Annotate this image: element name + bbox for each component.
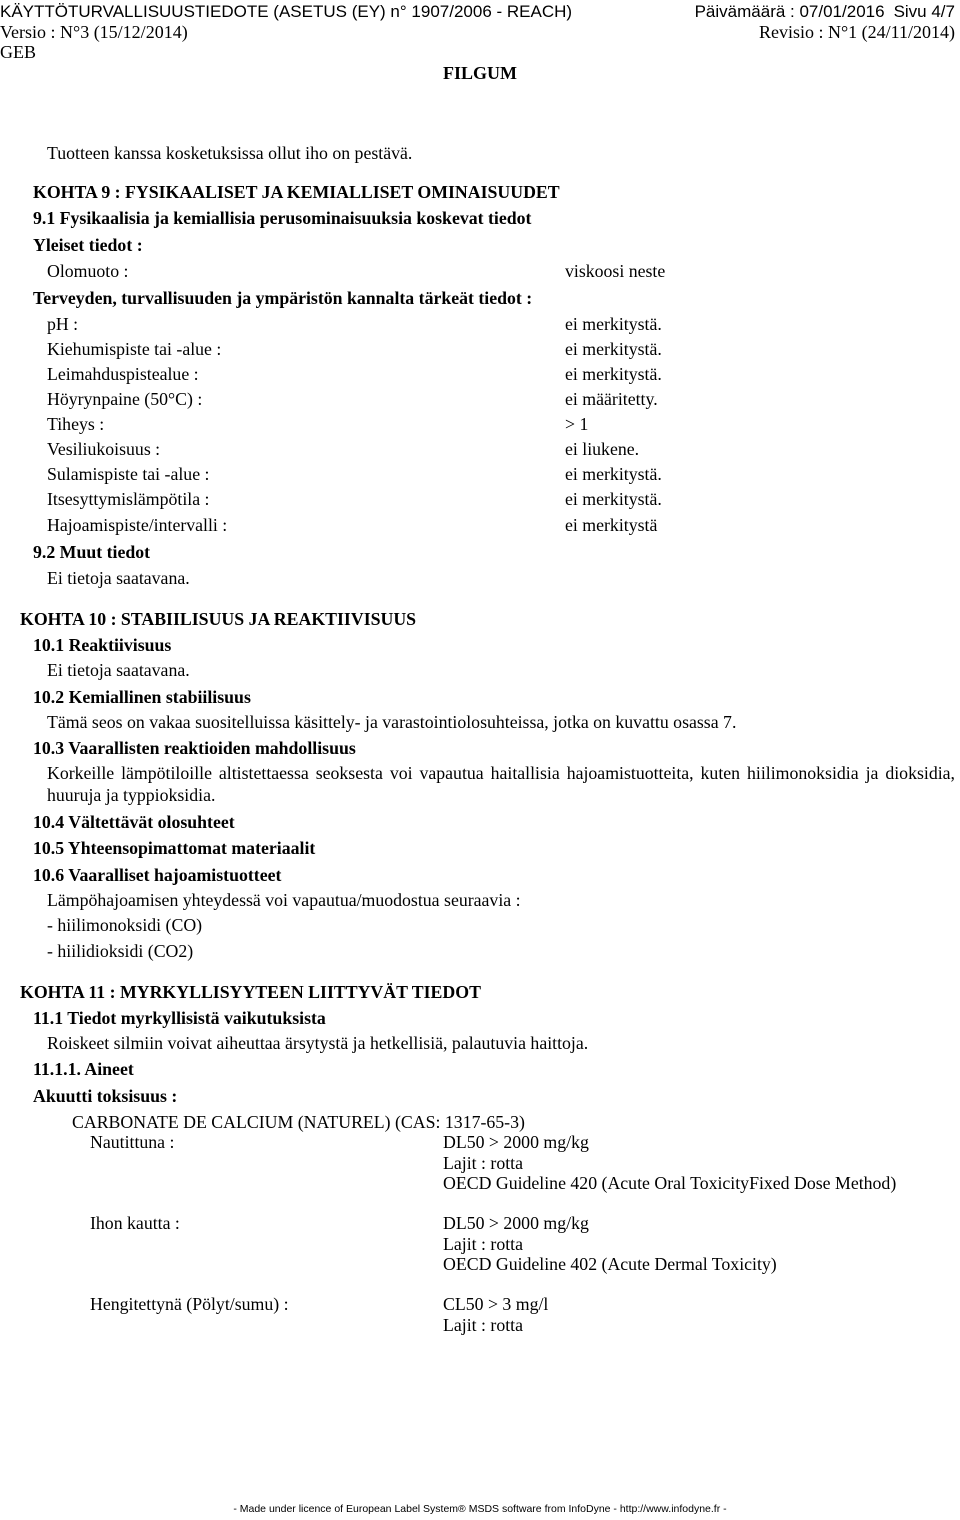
property-label: Vesiliukoisuus : [47, 439, 161, 459]
subsection-heading: 9.1 Fysikaalisia ja kemiallisia perusominaisuuksia koskevat tiedot [33, 208, 532, 228]
property-value: ei merkitystä. [565, 339, 662, 359]
property-label: Leimahduspistealue : [47, 364, 199, 384]
subsection-heading: 10.2 Kemiallinen stabiilisuus [33, 687, 251, 707]
page-number: Sivu 4/7 [893, 2, 955, 21]
property-label: Sulamispiste tai -alue : [47, 464, 210, 484]
section-heading: KOHTA 11 : MYRKYLLISYYTEEN LIITTYVÄT TIEDOT [20, 982, 481, 1002]
subsection-heading: 11.1 Tiedot myrkyllisistä vaikutuksista [33, 1008, 326, 1028]
toxicity-species: Lajit : rotta [443, 1234, 523, 1254]
property-value: ei merkitystä [565, 515, 658, 535]
property-label: Kiehumispiste tai -alue : [47, 339, 222, 359]
toxicity-value: DL50 > 2000 mg/kg [443, 1132, 589, 1152]
date-page-info [695, 2, 955, 22]
toxicity-value: CL50 > 3 mg/l [443, 1294, 549, 1314]
issue-date: Päivämäärä : 07/01/2016 [694, 2, 885, 21]
document-title: KÄYTTÖTURVALLISUUSTIEDOTE (ASETUS (EY) n° 1907/2006 - REACH) [0, 2, 573, 21]
version-info: Versio : N°3 (15/12/2014) [0, 22, 188, 42]
subsection-text: Ei tietoja saatavana. [47, 568, 190, 588]
page-footer: - Made under licence of European Label System® MSDS software from InfoDyne - http://www.infodyne.fr - [233, 1503, 727, 1515]
toxicity-species: Lajit : rotta [443, 1153, 523, 1173]
property-label: Höyrynpaine (50°C) : [47, 389, 203, 409]
exposure-route-label: Ihon kautta : [90, 1213, 180, 1233]
carryover-text: Tuotteen kanssa kosketuksissa ollut iho on pestävä. [47, 143, 413, 163]
section-heading: KOHTA 9 : FYSIKAALISET JA KEMIALLISET OMINAISUUDET [33, 182, 560, 202]
list-item: - hiilidioksidi (CO2) [47, 941, 194, 961]
subsection-text: Korkeille lämpötiloille altistettaessa seoksesta voi vapautua haitallisia hajoamistuotteita, kuten hiilimonoksidia ja dioksidia, huuruja ja typpioksidia. [47, 763, 955, 805]
toxicity-value: DL50 > 2000 mg/kg [443, 1213, 589, 1233]
property-value: ei liukene. [565, 439, 640, 459]
substance-name: CARBONATE DE CALCIUM (NATUREL) (CAS: 1317-65-3) [72, 1112, 525, 1132]
property-value: ei merkitystä. [565, 364, 662, 384]
exposure-route-label: Nautittuna : [90, 1132, 175, 1152]
property-label: Tiheys : [47, 414, 105, 434]
toxicity-method: OECD Guideline 420 (Acute Oral ToxicityFixed Dose Method) [443, 1173, 897, 1193]
subsection-heading: 10.5 Yhteensopimattomat materiaalit [33, 838, 316, 858]
revision-info: Revisio : N°1 (24/11/2014) [758, 22, 955, 42]
property-label: Itsesyttymislämpötila : [47, 489, 210, 509]
subsection-text: Ei tietoja saatavana. [47, 660, 190, 680]
property-label: pH : [47, 314, 79, 334]
property-label: Hajoamispiste/intervalli : [47, 515, 228, 535]
important-info-heading: Terveyden, turvallisuuden ja ympäristön kannalta tärkeät tiedot : [33, 288, 533, 308]
property-label: Olomuoto : [47, 261, 129, 281]
acute-toxicity-heading: Akuutti toksisuus : [33, 1086, 178, 1106]
property-value: viskoosi neste [565, 261, 666, 281]
property-value: ei merkitystä. [565, 314, 662, 334]
subsection-heading: 10.4 Vältettävät olosuhteet [33, 812, 235, 832]
property-value: ei määritetty. [565, 389, 658, 409]
general-info-heading: Yleiset tiedot : [33, 235, 143, 255]
toxicity-method: OECD Guideline 402 (Acute Dermal Toxicity) [443, 1254, 777, 1274]
subsection-heading: 11.1.1. Aineet [33, 1059, 134, 1079]
subsection-heading: 10.1 Reaktiivisuus [33, 635, 172, 655]
property-value: > 1 [565, 414, 589, 434]
language-code: GEB [0, 42, 36, 62]
list-item: - hiilimonoksidi (CO) [47, 915, 203, 935]
subsection-heading: 9.2 Muut tiedot [33, 542, 151, 562]
toxicity-species: Lajit : rotta [443, 1315, 523, 1335]
property-value: ei merkitystä. [565, 464, 662, 484]
subsection-heading: 10.3 Vaarallisten reaktioiden mahdollisuus [33, 738, 356, 758]
section-heading: KOHTA 10 : STABIILISUUS JA REAKTIIVISUUS [20, 609, 417, 629]
product-name: FILGUM [443, 63, 517, 83]
property-value: ei merkitystä. [565, 489, 662, 509]
subsection-text: Roiskeet silmiin voivat aiheuttaa ärsytystä ja hetkellisiä, palautuvia haittoja. [47, 1033, 589, 1053]
subsection-text: Tämä seos on vakaa suositelluissa käsittely- ja varastointiolosuhteissa, jotka on kuvattu osassa 7. [47, 712, 737, 732]
exposure-route-label: Hengitettynä (Pölyt/sumu) : [90, 1294, 289, 1314]
subsection-text: Lämpöhajoamisen yhteydessä voi vapautua/muodostua seuraavia : [47, 890, 521, 910]
subsection-heading: 10.6 Vaaralliset hajoamistuotteet [33, 865, 282, 885]
